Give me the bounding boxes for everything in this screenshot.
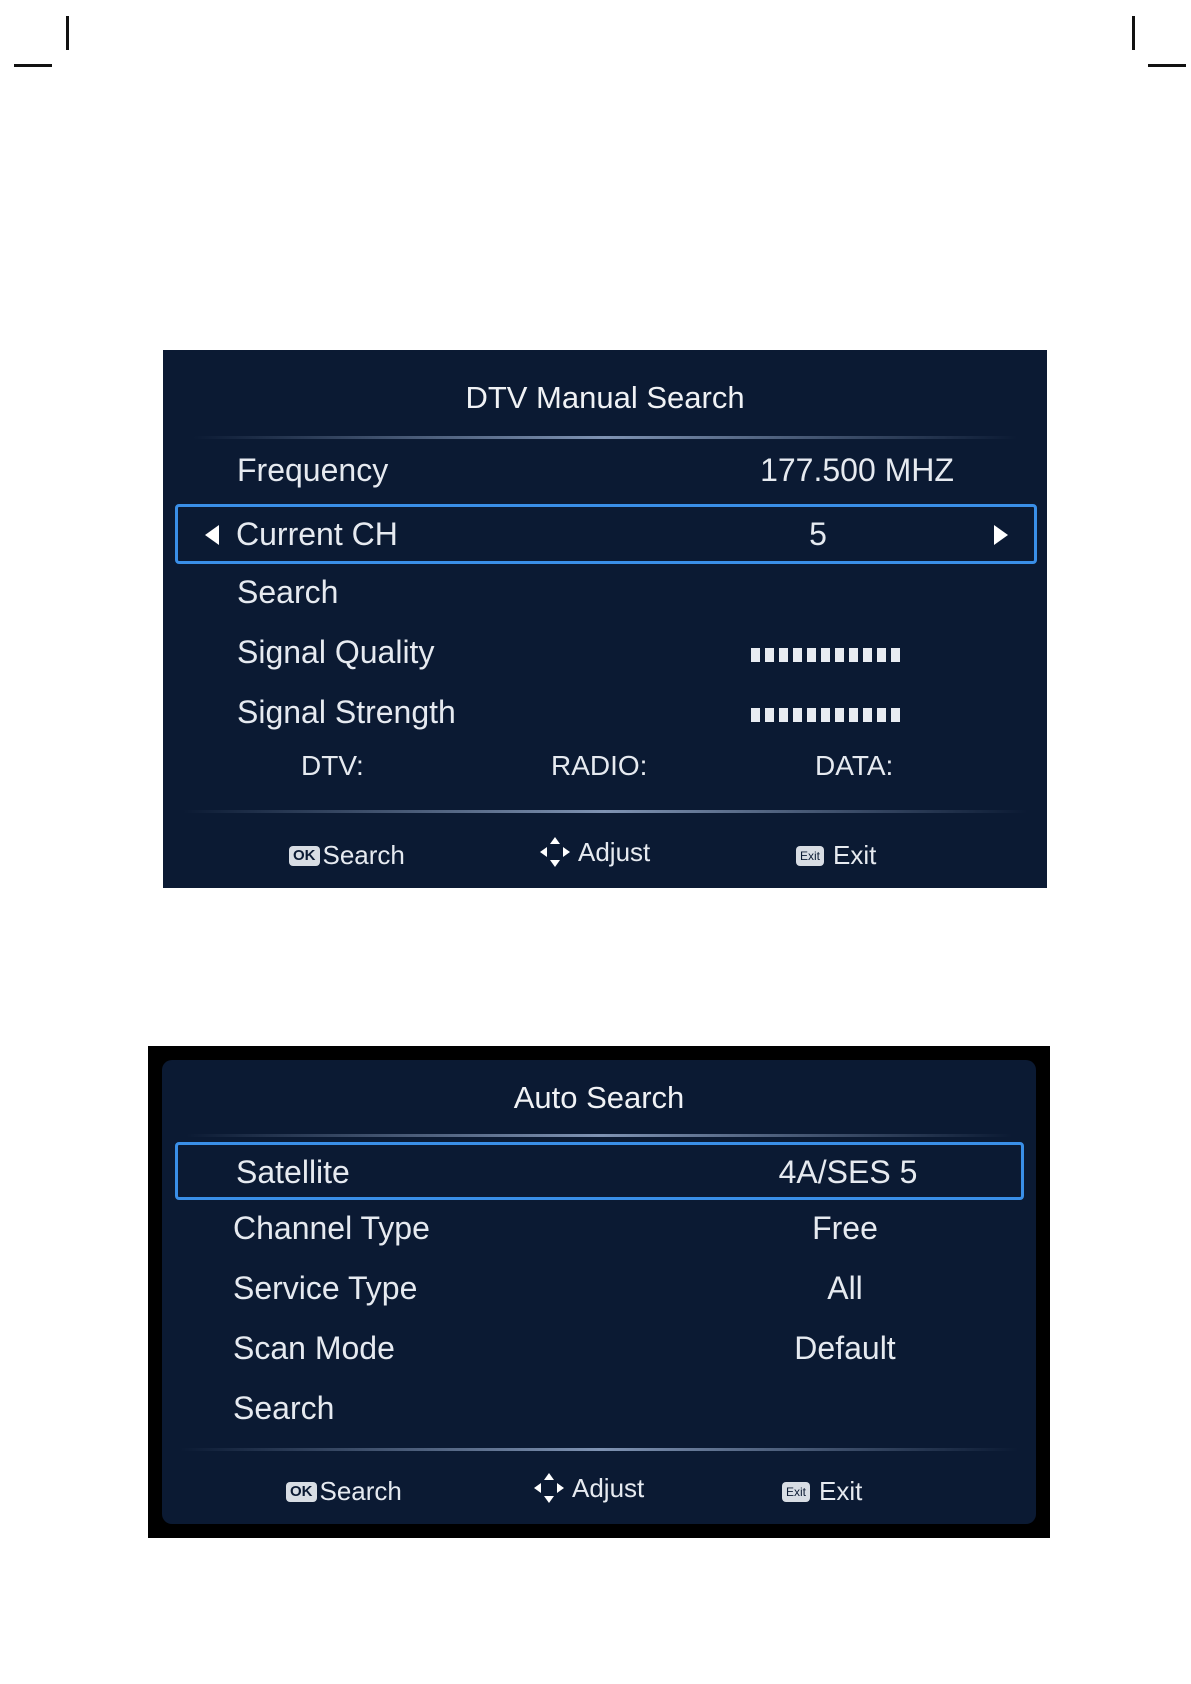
service-type-value: All (827, 1270, 863, 1306)
footer-divider (183, 810, 1027, 813)
footer-exit-label: Exit (819, 1476, 863, 1506)
exit-key-icon: Exit (796, 846, 824, 866)
footer-exit-label: Exit (833, 840, 877, 870)
panel-title: Auto Search (513, 1080, 685, 1115)
current-ch-value: 5 (809, 516, 827, 552)
row-signal-quality (177, 628, 1037, 684)
signal-strength-bar (751, 708, 900, 722)
row-service-type[interactable] (175, 1264, 1024, 1320)
crop-mark-left-horizontal (14, 64, 52, 67)
exit-key-icon: Exit (782, 1482, 810, 1502)
row-search[interactable] (175, 1384, 1024, 1440)
row-signal-strength (177, 688, 1037, 744)
row-scan-mode[interactable] (175, 1324, 1024, 1380)
crop-mark-right-vertical (1132, 16, 1135, 50)
dtv-manual-search-panel (163, 350, 1047, 888)
title-divider (193, 436, 1017, 439)
ok-key-icon: OK (286, 1482, 317, 1502)
row-current-ch[interactable] (175, 504, 1037, 564)
dtv-count-label: DTV: (301, 750, 364, 781)
scan-mode-value: Default (794, 1330, 896, 1366)
panel-title: DTV Manual Search (465, 380, 745, 415)
frequency-value: 177.500 MHZ (760, 452, 954, 488)
row-frequency[interactable] (177, 442, 1037, 498)
row-label: Satellite (236, 1154, 350, 1190)
dpad-icon (538, 835, 572, 869)
footer-adjust-hint (538, 835, 650, 869)
row-label: Scan Mode (233, 1330, 395, 1366)
satellite-value: 4A/SES 5 (778, 1154, 918, 1190)
row-channel-type[interactable] (175, 1204, 1024, 1260)
right-arrow-icon[interactable] (994, 525, 1008, 545)
footer-adjust-label: Adjust (572, 1472, 645, 1503)
auto-search-outer-frame (148, 1046, 1050, 1538)
footer-search-hint (286, 1476, 402, 1507)
data-count-label: DATA: (815, 750, 894, 781)
row-search[interactable] (177, 568, 1037, 624)
row-label: Channel Type (233, 1210, 430, 1246)
crop-mark-right-horizontal (1148, 64, 1186, 67)
footer-divider (180, 1448, 1018, 1451)
footer-adjust-hint (532, 1471, 644, 1505)
radio-count-label: RADIO: (551, 750, 648, 781)
row-label: Signal Quality (237, 634, 435, 670)
title-divider (186, 1134, 1012, 1137)
row-label: Search (233, 1390, 335, 1426)
channel-type-value: Free (812, 1210, 878, 1246)
footer-adjust-label: Adjust (578, 836, 651, 867)
row-label: Current CH (236, 516, 398, 552)
row-satellite[interactable] (175, 1142, 1024, 1200)
row-label: Signal Strength (237, 694, 456, 730)
footer-exit-hint (796, 840, 876, 871)
dpad-icon (532, 1471, 566, 1505)
signal-quality-bar (751, 648, 900, 662)
crop-mark-left-vertical (66, 16, 69, 50)
left-arrow-icon[interactable] (205, 525, 219, 545)
ok-key-icon: OK (289, 846, 320, 866)
row-label: Frequency (237, 452, 389, 488)
row-label: Service Type (233, 1270, 418, 1306)
footer-search-hint (289, 840, 405, 871)
footer-exit-hint (782, 1476, 862, 1507)
row-label: Search (237, 574, 339, 610)
footer-search-label: Search (322, 840, 405, 870)
footer-search-label: Search (319, 1476, 402, 1506)
auto-search-panel (162, 1060, 1036, 1524)
